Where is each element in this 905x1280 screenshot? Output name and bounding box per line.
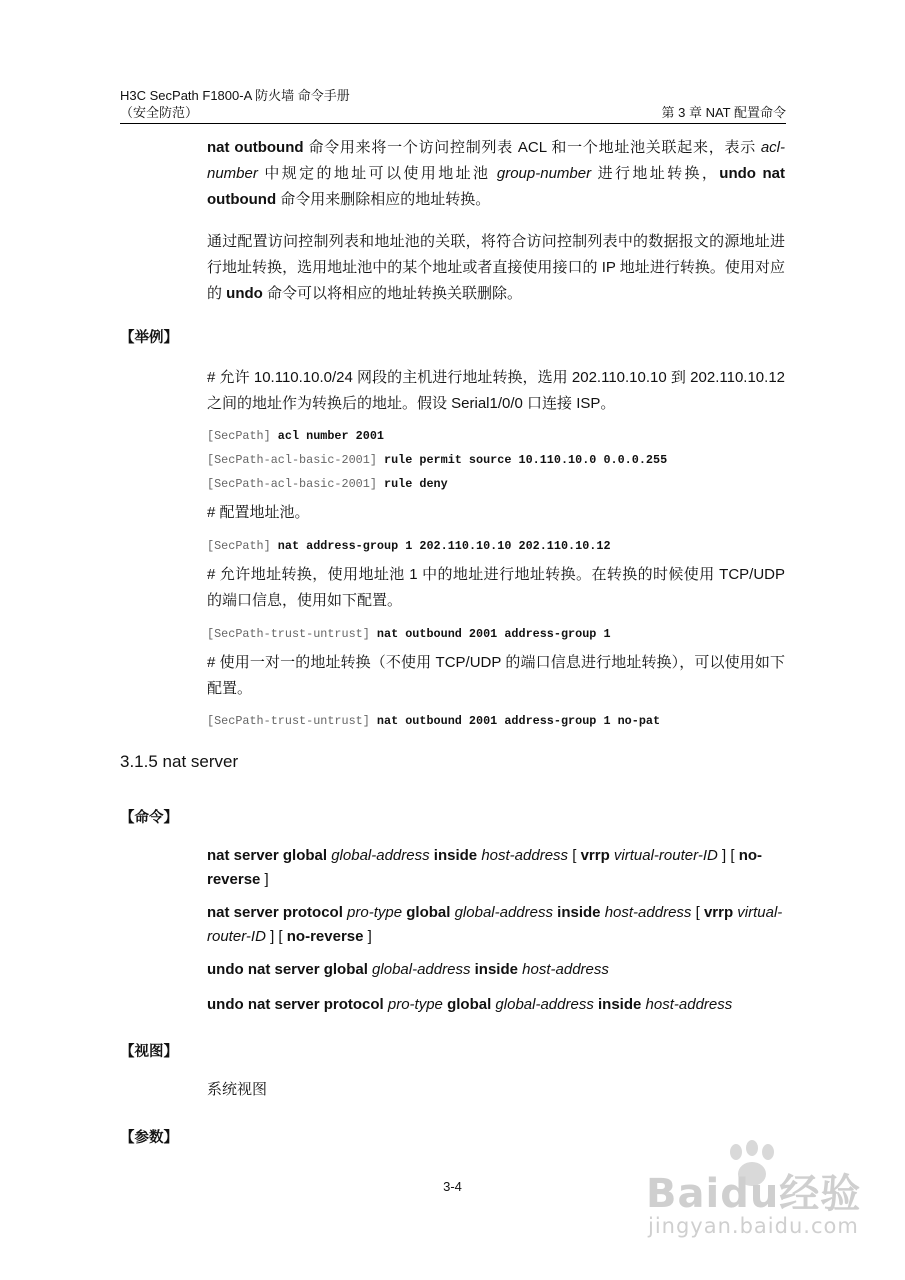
text-run: ] [ (265, 928, 287, 945)
text-run: 命令用来删除相应的地址转换。 (276, 191, 491, 208)
subsection-title: 3.1.5 nat server (120, 752, 239, 771)
code-command: rule deny (383, 477, 448, 491)
page-number: 3-4 (443, 1179, 462, 1194)
example-comment-4: # 使用一对一的地址转换（不使用 TCP/UDP 的端口信息进行地址转换），可以使用如下配置。 (207, 654, 785, 697)
italic-parameter: host-address (604, 904, 692, 921)
bold-keyword: undo nat server protocol (207, 996, 384, 1013)
command-syntax-1 (207, 844, 785, 892)
code-prompt: [SecPath-trust-untrust] (207, 714, 377, 728)
text-run: 通过配置访问控制列表和地址池的关联，将符合访问控制列表中的数据报文的源地址进行地址转换，选用地址池中的某个地址或者直接使用接口的 IP 地址进行转换。使用对应的 (207, 233, 785, 302)
bold-keyword: nat outbound (207, 139, 304, 156)
header-divider (120, 123, 786, 124)
bold-keyword: nat server protocol (207, 904, 343, 921)
italic-parameter: host-address (481, 847, 569, 864)
italic-parameter: global-address (495, 996, 594, 1013)
text-run: ] (260, 871, 269, 888)
code-command: nat outbound 2001 address-group 1 (376, 627, 611, 641)
italic-parameter: virtual-router-ID (207, 904, 783, 945)
code-command: acl number 2001 (277, 429, 384, 443)
bold-keyword: global (406, 904, 451, 921)
italic-parameter: host-address (522, 961, 609, 978)
bold-keyword: nat server global (207, 847, 328, 864)
command-syntax-4 (207, 993, 785, 1017)
code-line (207, 713, 660, 729)
bold-keyword: inside (474, 961, 518, 978)
section-heading-example: 【举例】 (120, 330, 178, 346)
text-run: 命令可以将相应的地址转换关联删除。 (262, 285, 522, 302)
bold-keyword: undo nat server global (207, 961, 368, 978)
text-run: [ (568, 847, 581, 864)
example-comment-3: # 允许地址转换，使用地址池 1 中的地址进行地址转换。在转换的时候使用 TCP/UDP 的端口信息，使用如下配置。 (207, 566, 785, 609)
bold-keyword: vrrp (703, 904, 734, 921)
code-prompt: [SecPath-trust-untrust] (207, 627, 377, 641)
section-heading-params: 【参数】 (120, 1130, 178, 1146)
section-heading-command: 【命令】 (120, 810, 178, 826)
code-line (207, 452, 667, 468)
italic-parameter: virtual-router-ID (613, 847, 718, 864)
watermark-logo: Baidu经验 (646, 1171, 862, 1217)
command-syntax-2 (207, 901, 785, 949)
bold-keyword: inside (433, 847, 478, 864)
code-prompt: [SecPath-acl-basic-2001] (207, 453, 384, 467)
text-run: 命令用来将一个访问控制列表 ACL 和一个地址池关联起来，表示 (303, 139, 761, 156)
section-heading-view: 【视图】 (120, 1044, 178, 1060)
code-line (207, 476, 448, 492)
example-comment-1: # 允许 10.110.10.0/24 网段的主机进行地址转换，选用 202.110.10.10 到 202.110.10.12 之间的地址作为转换后的地址。假设 Serial1/0/0 口连接 ISP。 (207, 369, 785, 412)
italic-parameter: pro-type (347, 904, 403, 921)
bold-keyword: inside (598, 996, 642, 1013)
code-prompt: [SecPath] (207, 429, 278, 443)
text-run: [ (691, 904, 704, 921)
text-run: ] [ (717, 847, 739, 864)
bold-keyword: inside (557, 904, 601, 921)
code-line (207, 626, 611, 642)
code-prompt: [SecPath-acl-basic-2001] (207, 477, 384, 491)
description-para-1 (207, 135, 785, 213)
code-line (207, 428, 384, 444)
bold-keyword: no-reverse (286, 928, 364, 945)
italic-parameter: global-address (454, 904, 553, 921)
text-run: 中规定的地址可以使用地址池 (257, 165, 497, 182)
code-line (207, 538, 611, 554)
bold-keyword: vrrp (580, 847, 610, 864)
italic-parameter: host-address (645, 996, 733, 1013)
header-doc-title: H3C SecPath F1800-A 防火墙 命令手册 (120, 88, 350, 103)
watermark-url: jingyan.baidu.com (648, 1214, 859, 1238)
code-command: rule permit source 10.110.10.0 0.0.0.255 (383, 453, 668, 467)
header-doc-subtitle: （安全防范） (120, 105, 199, 120)
code-prompt: [SecPath] (207, 539, 278, 553)
text-run: 进行地址转换， (591, 165, 720, 182)
code-command: nat outbound 2001 address-group 1 no-pat (376, 714, 661, 728)
italic-parameter: pro-type (387, 996, 443, 1013)
command-syntax-3 (207, 958, 785, 982)
italic-parameter: group-number (496, 165, 592, 182)
bold-keyword: undo nat outbound (207, 165, 785, 208)
bold-keyword: undo (226, 285, 263, 302)
text-run: ] (363, 928, 372, 945)
italic-parameter: global-address (331, 847, 430, 864)
italic-parameter: global-address (372, 961, 471, 978)
bold-keyword: no-reverse (207, 847, 763, 888)
example-comment-2: # 配置地址池。 (207, 504, 310, 521)
italic-parameter: acl-number (207, 139, 786, 182)
description-para-2 (207, 229, 785, 307)
code-command: nat address-group 1 202.110.10.10 202.110.10.12 (277, 539, 611, 553)
header-chapter: 第 3 章 NAT 配置命令 (661, 105, 786, 120)
bold-keyword: global (447, 996, 492, 1013)
view-value: 系统视图 (207, 1081, 268, 1098)
